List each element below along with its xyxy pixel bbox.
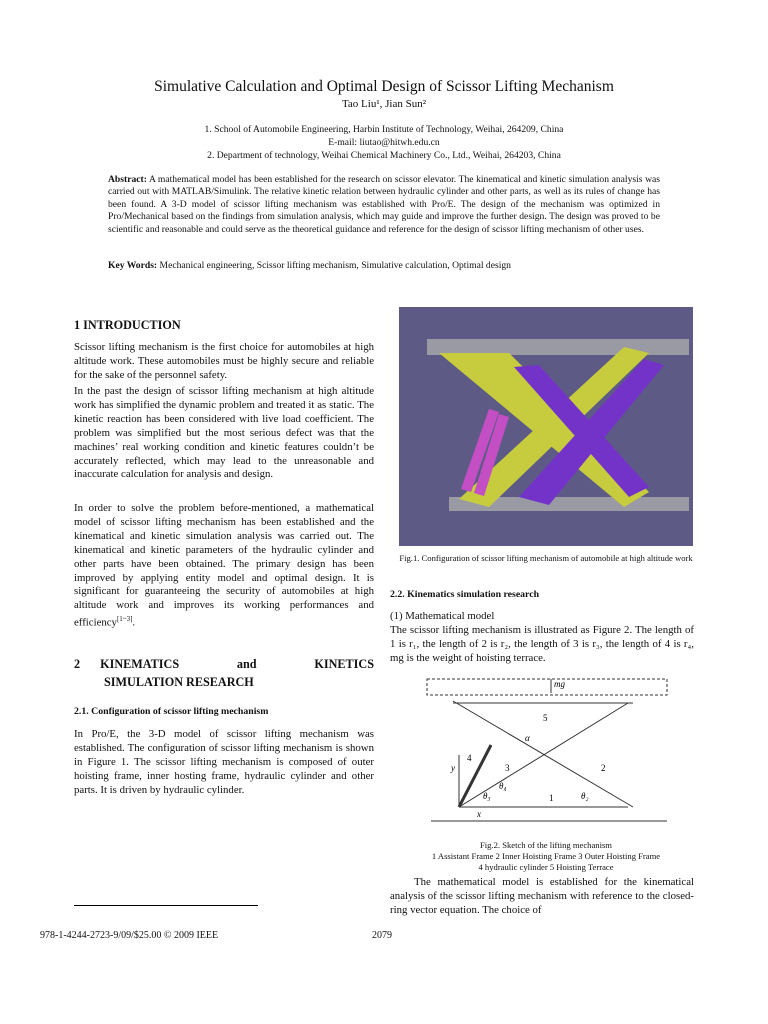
label-theta4: θ₄ bbox=[499, 781, 507, 791]
figure-2-caption-line-2: 1 Assistant Frame 2 Inner Hoisting Frame 3 Outer Hoisting Frame bbox=[431, 851, 661, 861]
paper-title: Simulative Calculation and Optimal Design of Scissor Lifting Mechanism bbox=[154, 78, 614, 95]
section-2-2-paragraph: The scissor lifting mechanism is illustrated as Figure 2. The length of 1 is r₁, the length of 2 is r₂, the length of 3 is r₃, the length of 4 is r₄, mg is the weight of hoisting terrace. bbox=[390, 624, 694, 664]
intro-paragraph-2: In the past the design of scissor lifting mechanism at high altitude work has simplified the dynamic problem and treated it as static. The kinetic reaction has been considered with live load coefficient. The problem was simplified but the most serious defect was that the machines’ real working condition and kinetic features couldn’t be accurately reflected, which may lead to the unreasonable and inaccurate calculation for analysis and design. bbox=[74, 385, 374, 481]
figure-2-caption bbox=[394, 840, 698, 873]
figure-2-sketch bbox=[423, 675, 671, 827]
intro-paragraph-1: Scissor lifting mechanism is the first choice for automobiles at high altitude work. These automobiles must be highly secure and reliable for the sake of the personnel safety. bbox=[74, 341, 374, 381]
section-2-word-3: KINETICS bbox=[314, 657, 374, 671]
keywords-text: Mechanical engineering, Scissor lifting mechanism, Simulative calculation, Optimal design bbox=[157, 260, 511, 271]
label-2: 2 bbox=[601, 763, 606, 773]
section-1-heading: 1 INTRODUCTION bbox=[74, 318, 181, 332]
label-x: x bbox=[477, 809, 481, 819]
footnote-rule bbox=[74, 905, 258, 906]
abstract-text: A mathematical model has been established for the research on scissor elevator. The kinematical and kinetic simulation analysis was carried out with MATLAB/Simulink. The relative kinetic relation between hydraulic cylinder and other parts, as well as its rules of change has been found. A 3-D model of scissor lifting mechanism was established with Pro/E. The design of the mechanism was optimized in Pro/Mechanical based on the findings from simulation analysis, which may guide and improve the further design. The design was proved to be scientific and reasonable and could serve as the theoretical guidance and reference for the design of scissor lifting mechanism of other uses. bbox=[108, 174, 660, 235]
figure-1-render bbox=[399, 307, 693, 546]
subsection-2-2-heading: 2.2. Kinematics simulation research bbox=[390, 589, 540, 600]
terrace-outline bbox=[427, 679, 667, 695]
citation-ref: [1~3] bbox=[116, 615, 133, 624]
label-alpha: α bbox=[525, 733, 530, 743]
label-mg: mg bbox=[554, 679, 565, 689]
abstract-label: Abstract: bbox=[108, 174, 147, 185]
intro-paragraph-3-text: In order to solve the problem before-mentioned, a mathematical model of scissor lifting mechanism has been established and the kinematical and kinetic simulation analysis was carried out. The kinematical and kinetic parameters of the hydraulic cylinder and other parts have been obtained. The primary design has been improved by applying entity model and optimal design. It is significant for guaranteeing the security of automobiles at high altitude work and improves its working performances and efficiency bbox=[74, 502, 374, 629]
keywords-label: Key Words: bbox=[108, 260, 158, 271]
intro-paragraph-3 bbox=[74, 502, 374, 631]
label-3: 3 bbox=[505, 763, 510, 773]
author-email: E-mail: liutao@hitwh.edu.cn bbox=[328, 137, 440, 148]
label-y: y bbox=[451, 763, 455, 773]
section-2-heading-line-2: SIMULATION RESEARCH bbox=[104, 675, 254, 689]
affiliation-2: 2. Department of technology, Weihai Chemical Machinery Co., Ltd., Weihai, 264203, China bbox=[207, 150, 561, 161]
label-theta3: θ₃ bbox=[483, 791, 491, 801]
label-1: 1 bbox=[549, 793, 554, 803]
affiliation-1: 1. School of Automobile Engineering, Harbin Institute of Technology, Weihai, 264209, China bbox=[204, 124, 564, 135]
label-5: 5 bbox=[543, 713, 548, 723]
abstract bbox=[108, 174, 660, 236]
section-2-word-1: KINEMATICS bbox=[100, 657, 180, 671]
label-4: 4 bbox=[467, 753, 472, 763]
figure-1-caption: Fig.1. Configuration of scissor lifting mechanism of automobile at high altitude work bbox=[399, 553, 693, 563]
model-label: (1) Mathematical model bbox=[390, 610, 495, 622]
label-theta2: θ₂ bbox=[581, 791, 589, 801]
paragraph-after-fig-2: The mathematical model is established for the kinematical analysis of the scissor lifting mechanism with reference to the closed-ring vector equation. The choice of bbox=[390, 876, 694, 916]
subsection-2-1-heading: 2.1. Configuration of scissor lifting mechanism bbox=[74, 706, 269, 717]
intro-paragraph-3-end: . bbox=[132, 616, 136, 629]
top-platform-rail bbox=[427, 339, 689, 355]
figure-2-caption-line-1: Fig.2. Sketch of the lifting mechanism bbox=[480, 840, 612, 850]
footer-isbn: 978-1-4244-2723-9/09/$25.00 © 2009 IEEE bbox=[40, 930, 219, 941]
figure-2-caption-line-3: 4 hydraulic cylinder 5 Hoisting Terrace bbox=[478, 862, 614, 872]
section-2-heading bbox=[74, 657, 374, 690]
section-2-1-paragraph: In Pro/E, the 3-D model of scissor lifting mechanism was established. The configuration of scissor lifting mechanism is shown in Figure 1. The scissor lifting mechanism is composed of outer hoisting frame, inner hosting frame, hydraulic cylinder and other parts. It is driven by hydraulic cylinder. bbox=[74, 728, 374, 796]
footer-page-number: 2079 bbox=[372, 930, 392, 941]
section-2-word-2: and bbox=[236, 657, 257, 671]
keywords bbox=[108, 260, 660, 271]
section-2-number: 2 bbox=[74, 657, 81, 671]
paper-authors: Tao Liu¹, Jian Sun² bbox=[341, 98, 427, 110]
